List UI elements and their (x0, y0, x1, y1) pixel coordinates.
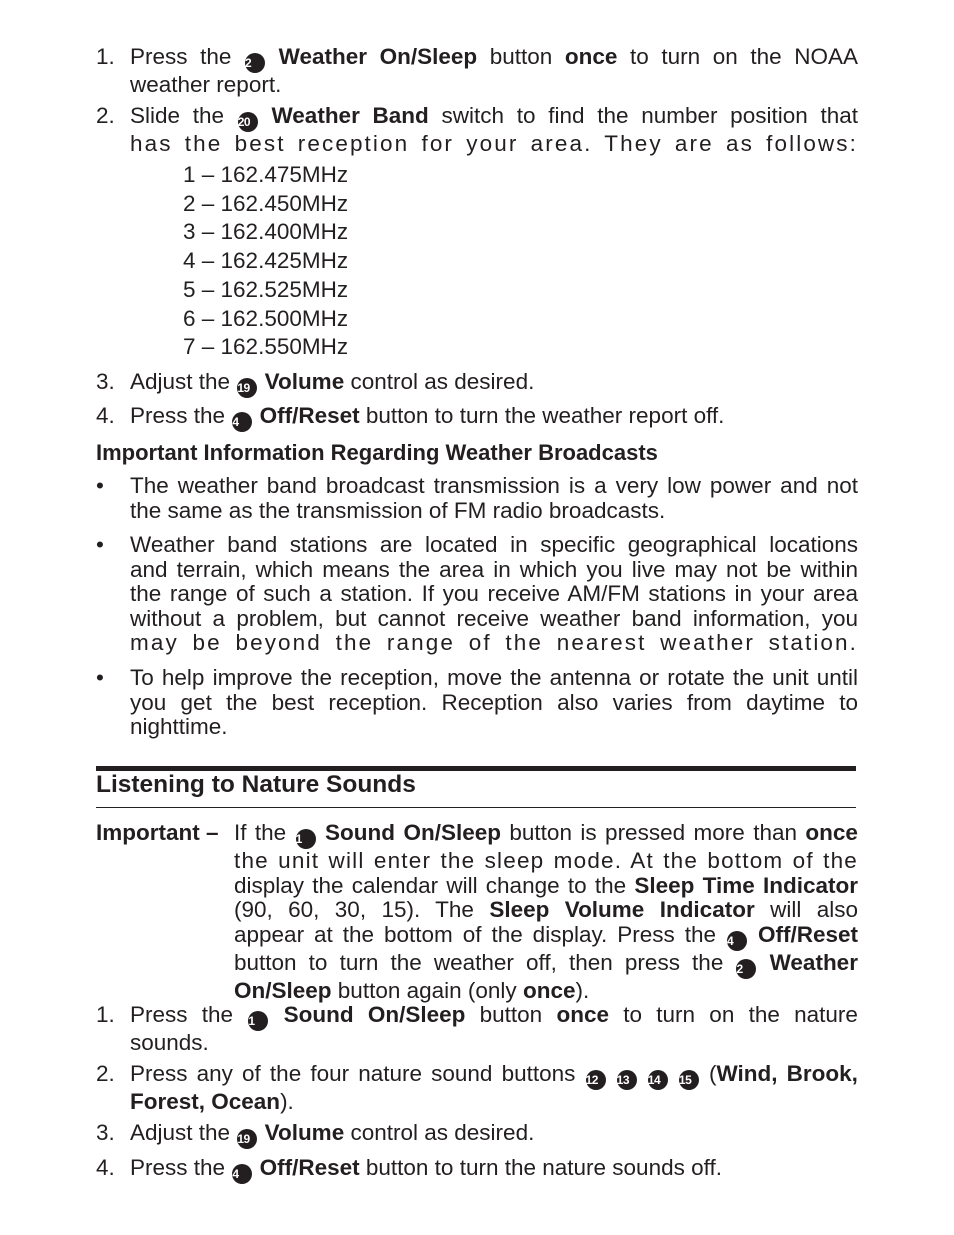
ocean-button-15-icon: 15 (679, 1070, 699, 1090)
wind-button-12-icon: 12 (586, 1070, 606, 1090)
button-4-icon: 4 (727, 931, 747, 951)
nature-step-1: 1. Press the 1 Sound On/Sleep button once to turn on the nature sounds. (96, 1002, 858, 1055)
step-number: 2. (96, 1061, 115, 1086)
step-number: 4. (96, 1155, 115, 1180)
info-bullet-2: • Weather band stations are located in specific geographical locations and terrain, which means the area in which you live may not be within the range of such a station. If you receive AM/FM stations in your area without a problem, but cannot receive weather band information, you may be beyond the range of the nearest weather station. (96, 532, 858, 655)
important-note: If the 1 Sound On/Sleep button is pressed more than once the unit will enter the sleep mode. At the bottom of the display the calendar will change to the Sleep Time Indicator (90, 60, 30, 15). The Sleep Volume Indicator will also appear at the bottom of the display. Press the 4 Off/Reset button to turn the weather off, then press the 2 Weather On/Sleep button again (only once). (234, 820, 858, 1003)
bullet-dot: • (96, 665, 104, 690)
step-number: 3. (96, 369, 115, 394)
button-2-icon: 2 (245, 53, 265, 73)
button-2-icon: 2 (736, 959, 756, 979)
frequency-item: 5 – 162.525MHz (183, 276, 349, 302)
info-heading: Important Information Regarding Weather Broadcasts (96, 440, 658, 465)
step-number: 2. (96, 103, 115, 128)
volume-19-icon: 19 (237, 1129, 257, 1149)
step-number: 1. (96, 44, 115, 69)
section-title: Listening to Nature Sounds (96, 771, 416, 798)
frequency-item: 1 – 162.475MHz (183, 162, 349, 187)
info-bullet-3: • To help improve the reception, move the antenna or rotate the unit until you get the best reception. Reception also varies from daytime to nighttime. (96, 665, 858, 739)
weather-step-3: 3. Adjust the 19 Volume control as desired. (96, 370, 858, 398)
frequency-item: 7 – 162.550MHz (183, 334, 349, 360)
weather-step-1: 1. Press the 2 Weather On/Sleep button once to turn on the NOAA weather report. (96, 44, 858, 97)
frequency-item: 6 – 162.500MHz (183, 305, 349, 331)
switch-20-icon: 20 (238, 112, 258, 132)
step-number: 1. (96, 1002, 115, 1027)
step-number: 3. (96, 1120, 115, 1145)
frequency-item: 3 – 162.400MHz (183, 219, 349, 245)
forest-button-14-icon: 14 (648, 1070, 668, 1090)
brook-button-13-icon: 13 (617, 1070, 637, 1090)
info-bullet-1: • The weather band broadcast transmission is a very low power and not the same as the transmission of FM radio broadcasts. (96, 473, 858, 523)
frequency-list (183, 161, 348, 362)
button-4-icon: 4 (232, 1164, 252, 1184)
section-rule-bottom (96, 807, 856, 808)
nature-step-4: 4. Press the 4 Off/Reset button to turn the nature sounds off. (96, 1156, 858, 1184)
button-4-icon: 4 (232, 412, 252, 432)
weather-step-4: 4. Press the 4 Off/Reset button to turn the weather report off. (96, 404, 858, 432)
bullet-dot: • (96, 473, 104, 498)
volume-19-icon: 19 (237, 378, 257, 398)
step-number: 4. (96, 403, 115, 428)
frequency-item: 4 – 162.425MHz (183, 248, 349, 274)
button-1-icon: 1 (296, 829, 316, 849)
frequency-item: 2 – 162.450MHz (183, 190, 349, 216)
nature-step-3: 3. Adjust the 19 Volume control as desired. (96, 1121, 858, 1149)
button-1-icon: 1 (248, 1011, 268, 1031)
weather-step-2: 2. Slide the 20 Weather Band switch to find the number position that has the best reception for your area. They are as follows: (96, 103, 858, 156)
bullet-dot: • (96, 532, 104, 557)
important-label: Important – (96, 820, 219, 845)
nature-step-2: 2. Press any of the four nature sound buttons 12 13 14 15 (Wind, Brook, Forest, Ocean). (96, 1061, 858, 1114)
